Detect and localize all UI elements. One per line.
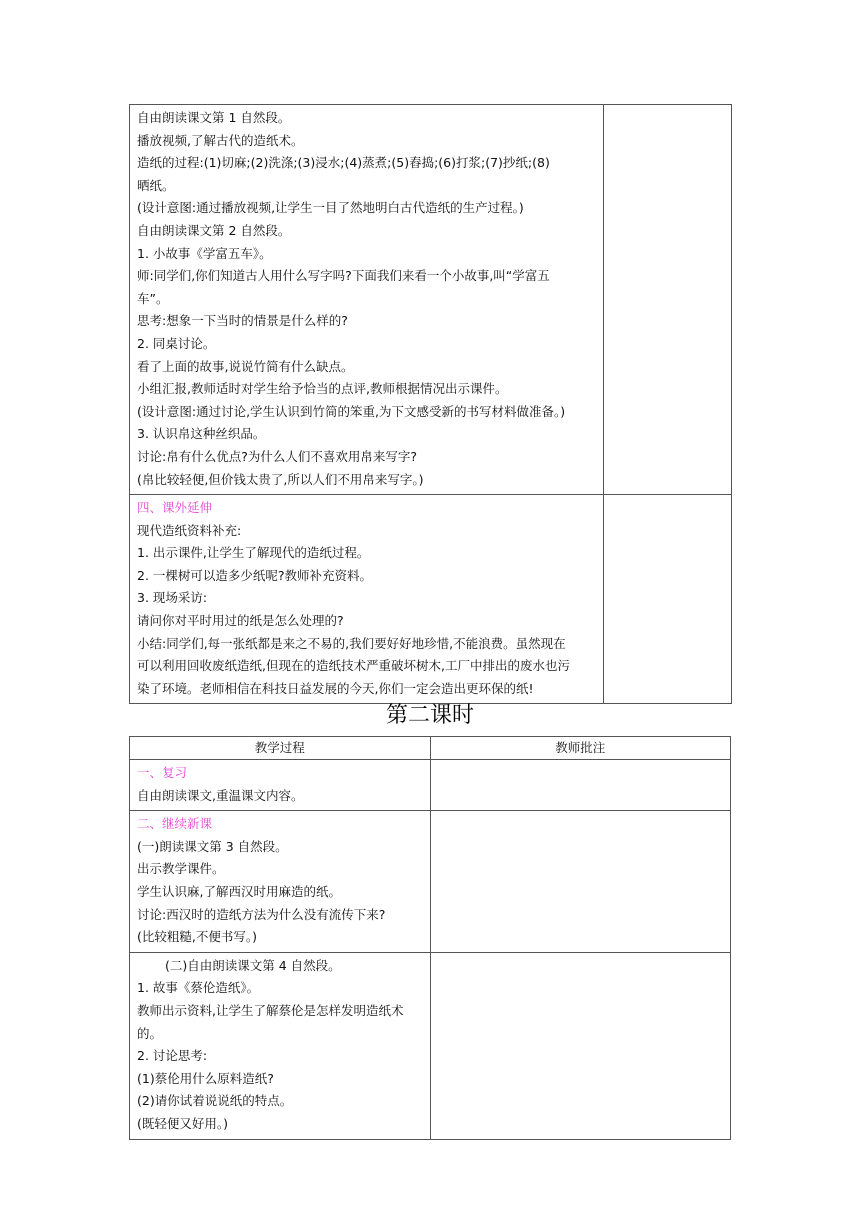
teacher-note-cell <box>604 495 732 704</box>
text-line: 2. 一棵树可以造多少纸呢?教师补充资料。 <box>137 567 373 583</box>
process-lines <box>130 760 430 810</box>
text-line: 师:同学们,你们知道古人用什么写字吗?下面我们来看一个小故事,叫“学富五 <box>137 268 550 284</box>
teacher-note-cell <box>430 811 731 953</box>
notes-column-header: 教师批注 <box>430 737 731 760</box>
text-line: (设计意图:通过讨论,学生认识到竹简的笨重,为下文感受新的书写材料做准备。) <box>137 403 566 419</box>
text-line: 造纸的过程:(1)切麻;(2)洗涤;(3)浸水;(4)蒸煮;(5)舂捣;(6)打浆;(7)抄纸;(8) <box>137 155 550 171</box>
text-line: 1. 故事《蔡伦造纸》。 <box>137 980 260 996</box>
text-line: 2. 同桌讨论。 <box>137 335 216 351</box>
process-column-header: 教学过程 <box>130 737 431 760</box>
text-line: 1. 出示课件,让学生了解现代的造纸过程。 <box>137 545 370 561</box>
text-line: 播放视频,了解古代的造纸术。 <box>137 132 304 148</box>
teacher-note-cell <box>430 952 731 1139</box>
text-line: (设计意图:通过播放视频,让学生一目了然地明白古代造纸的生产过程。) <box>137 200 524 216</box>
text-line: 讨论:帛有什么优点?为什么人们不喜欢用帛来写字? <box>137 448 417 464</box>
lesson-table-1 <box>129 104 732 704</box>
process-cell <box>130 495 604 704</box>
text-line: 自由朗读课文第 2 自然段。 <box>137 222 291 238</box>
text-line: 学生认识麻,了解西汉时用麻造的纸。 <box>137 883 341 899</box>
section-heading: 一、复习 <box>137 765 188 780</box>
text-line: 讨论:西汉时的造纸方法为什么没有流传下来? <box>137 906 386 922</box>
section-heading: 二、继续新课 <box>137 816 213 832</box>
table-row <box>130 760 731 811</box>
process-lines <box>130 953 430 1139</box>
process-cell <box>130 105 604 495</box>
text-line: 晒纸。 <box>137 177 175 193</box>
text-line: (一)朗读课文第 3 自然段。 <box>137 838 288 854</box>
table-row <box>130 952 731 1139</box>
text-line: (二)自由朗读课文第 4 自然段。 <box>165 957 341 973</box>
table-row <box>130 105 732 495</box>
text-line: 自由朗读课文,重温课文内容。 <box>137 787 304 803</box>
text-line: 2. 讨论思考: <box>137 1048 208 1064</box>
text-line: (既轻便又好用。) <box>137 1115 229 1131</box>
text-line: 现代造纸资料补充: <box>137 522 242 538</box>
text-line: 染了环境。老师相信在科技日益发展的今天,你们一定会造出更环保的纸! <box>137 680 534 696</box>
text-line: 3. 认识帛这种丝织品。 <box>137 426 266 442</box>
text-line: (1)蔡伦用什么原料造纸? <box>137 1070 274 1086</box>
text-line: 3. 现场采访: <box>137 590 208 606</box>
text-line: 思考:想象一下当时的情景是什么样的? <box>137 313 348 329</box>
process-cell <box>130 811 431 953</box>
text-line: 请问你对平时用过的纸是怎么处理的? <box>137 613 344 629</box>
text-line: 看了上面的故事,说说竹简有什么缺点。 <box>137 358 354 374</box>
text-line: 教师出示资料,让学生了解蔡伦是怎样发明造纸术的。 <box>137 1002 404 1041</box>
text-line: 可以利用回收废纸造纸,但现在的造纸技术严重破坏树木,工厂中排出的废水也污 <box>137 658 570 674</box>
text-line: 出示教学课件。 <box>137 861 225 877</box>
table-row <box>130 495 732 704</box>
table-header-row <box>130 737 731 760</box>
teacher-note-cell <box>430 760 731 811</box>
lesson-table-2 <box>129 736 731 1140</box>
process-lines <box>130 495 603 703</box>
process-lines <box>130 105 603 494</box>
text-line: 1. 小故事《学富五车》。 <box>137 245 272 261</box>
section-heading: 四、课外延伸 <box>137 500 213 516</box>
process-lines <box>130 811 430 952</box>
table-row <box>130 811 731 953</box>
text-line: (帛比较轻便,但价钱太贵了,所以人们不用帛来写字。) <box>137 471 424 487</box>
text-line: 车”。 <box>137 290 169 306</box>
page-title: 第二课时 <box>385 703 474 728</box>
text-line: (2)请你试着说说纸的特点。 <box>137 1093 293 1109</box>
teacher-note-cell <box>604 105 732 495</box>
text-line: 自由朗读课文第 1 自然段。 <box>137 110 291 125</box>
text-line: 小结:同学们,每一张纸都是来之不易的,我们要好好地珍惜,不能浪费。虽然现在 <box>137 635 566 651</box>
process-cell <box>130 760 431 811</box>
text-line: 小组汇报,教师适时对学生给予恰当的点评,教师根据情况出示课件。 <box>137 381 508 397</box>
text-line: (比较粗糙,不便书写。) <box>137 929 257 945</box>
process-cell <box>130 952 431 1139</box>
